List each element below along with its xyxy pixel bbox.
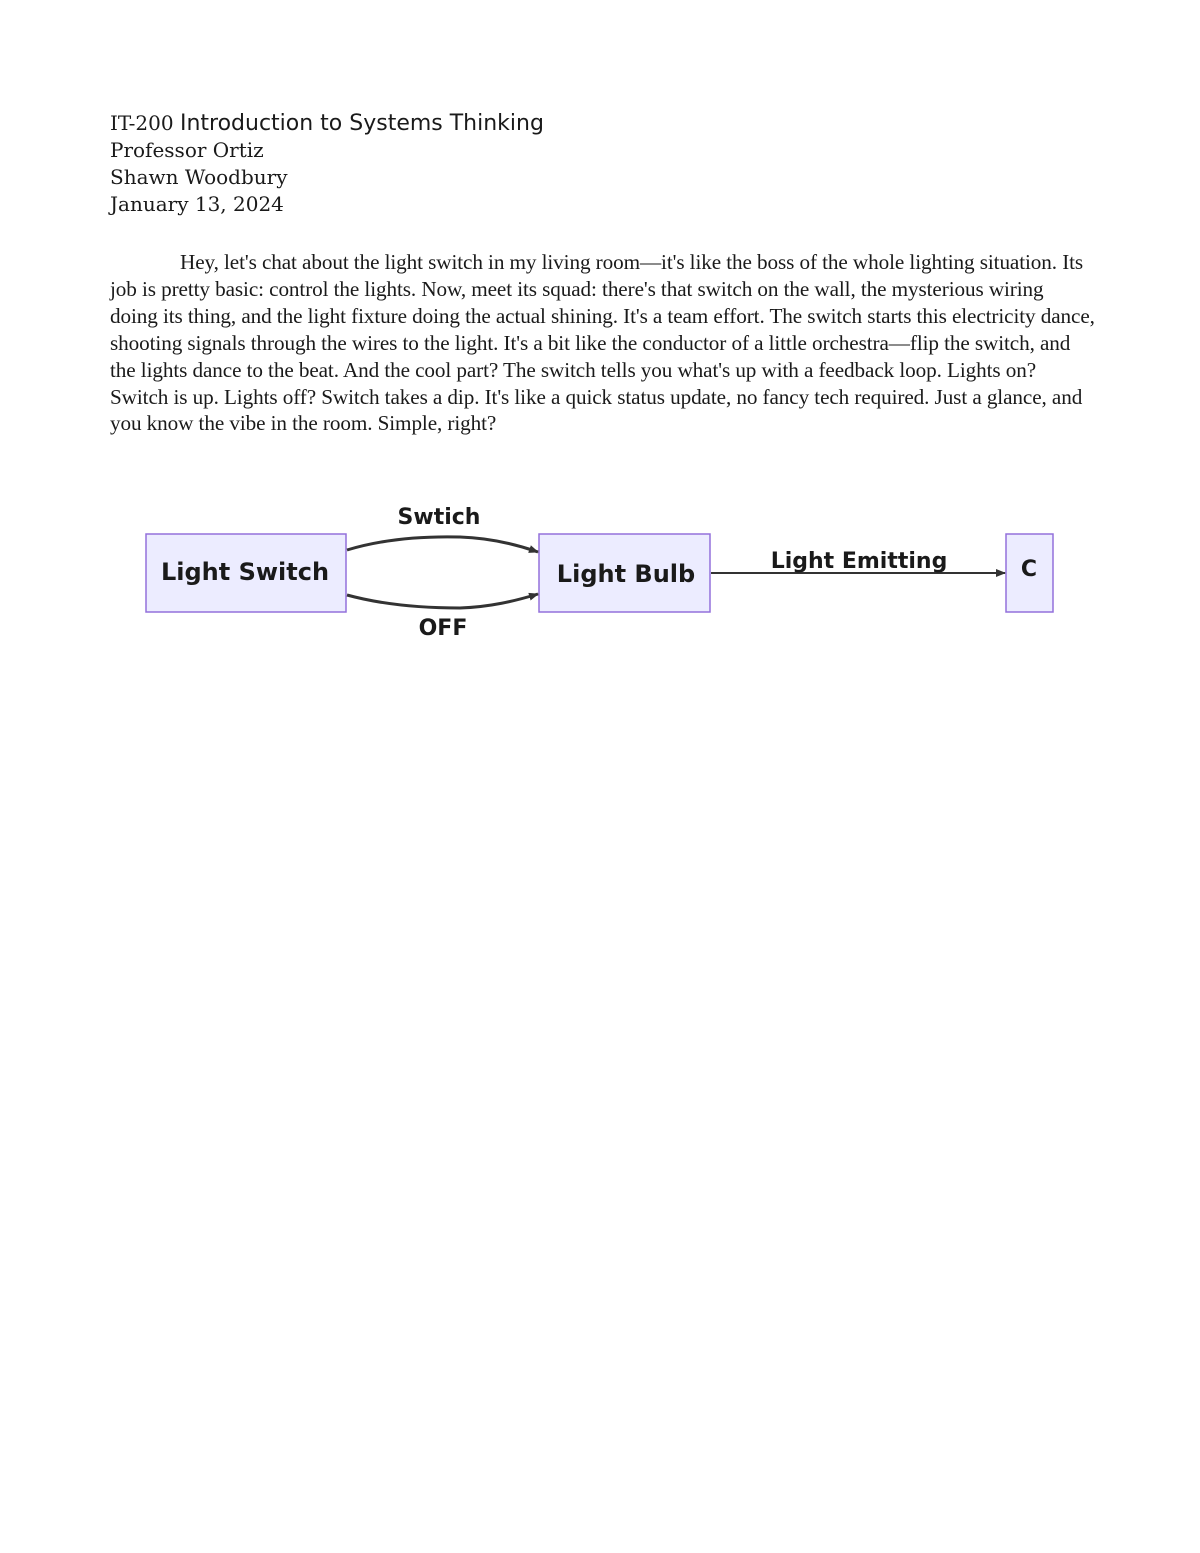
edge-bottom-label: OFF <box>418 616 468 641</box>
node-light-bulb-label: Light Bulb <box>556 560 696 588</box>
body-paragraph: Hey, let's chat about the light switch in my living room—it's like the boss of the whole lighting situation. Its job is pretty basic: control the lights. Now, meet its squad: there's that switch on the wall, the mysterious wiring doing its thing, and the light fixture doing the actual shining. It's a team effort. The switch starts this electricity dance, shooting signals through the wires to the light. It's a bit like the conductor of a little orchestra—flip the switch, and the lights dance to the beat. And the cool part? The switch tells you what's up with a feedback loop. Lights on? Switch is up. Lights off? Switch takes a dip. It's like a quick status update, no fancy tech required. Just a glance, and you know the vibe in the room. Simple, right? <box>110 250 1095 436</box>
node-light-switch-label: Light Switch <box>160 558 330 586</box>
document-date: January 13, 2024 <box>110 192 284 216</box>
professor-name: Professor Ortiz <box>110 138 264 162</box>
edge-emit-label: Light Emitting <box>770 549 948 574</box>
flow-diagram <box>0 490 1200 660</box>
node-light-bulb <box>539 534 710 612</box>
edge-light-emitting <box>711 549 1005 574</box>
node-light-switch <box>146 534 346 612</box>
course-title: Introduction to Systems Thinking <box>179 111 544 136</box>
student-name: Shawn Woodbury <box>110 165 288 189</box>
course-code: IT-200 <box>110 111 174 135</box>
document-header <box>110 110 1110 218</box>
edge-top-label: Swtich <box>397 505 481 530</box>
node-c <box>1006 534 1053 612</box>
edge-switch-bottom <box>347 594 538 641</box>
edge-switch-top <box>347 505 538 552</box>
node-c-label: C <box>1020 557 1038 582</box>
course-heading <box>110 110 1110 137</box>
